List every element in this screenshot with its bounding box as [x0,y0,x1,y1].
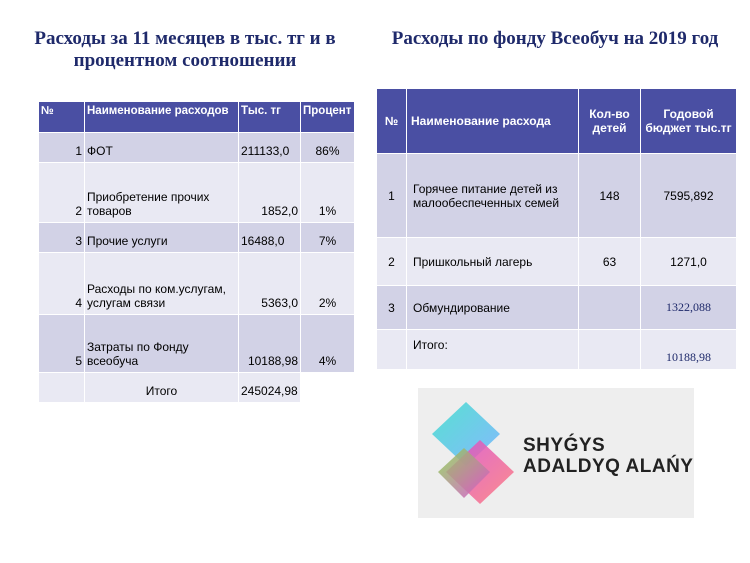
row-budget: 1322,088 [641,286,737,330]
row-number: 5 [39,315,85,373]
row-count: 148 [579,154,641,238]
row-percent: 2% [301,253,355,315]
total-empty-cell [579,330,641,370]
right-title: Расходы по фонду Всеобуч на 2019 год [391,28,719,49]
table-row [377,238,737,286]
row-name: Прочие услуги [85,223,239,253]
header-percent: Процент [301,102,355,133]
row-number: 1 [39,133,85,163]
table-row [377,286,737,330]
logo [418,388,694,518]
table-row [377,154,737,238]
total-row [39,373,355,403]
expenses-table [38,101,355,403]
total-budget: 10188,98 [641,330,737,370]
header-count: Кол-во детей [579,89,641,154]
row-number: 3 [377,286,407,330]
row-count: 63 [579,238,641,286]
table-row [39,315,355,373]
row-name: Приобретение прочих товаров [85,163,239,223]
row-percent: 7% [301,223,355,253]
total-empty-cell [301,373,355,403]
logo-mark-icon [430,400,520,506]
row-name: Обмундирование [407,286,579,330]
table-row [39,163,355,223]
row-number: 4 [39,253,85,315]
row-name: Пришкольный лагерь [407,238,579,286]
row-budget: 1271,0 [641,238,737,286]
row-number: 3 [39,223,85,253]
logo-text [523,435,693,477]
row-budget: 7595,892 [641,154,737,238]
row-name: Расходы по ком.услугам, услугам связи [85,253,239,315]
row-amount: 211133,0 [239,133,301,163]
row-count [579,286,641,330]
table-row [39,253,355,315]
left-title: Расходы за 11 месяцев в тыс. тг и в процентном соотношении [34,28,336,71]
total-row [377,330,737,370]
row-percent: 1% [301,163,355,223]
row-number: 2 [39,163,85,223]
logo-line-2: ADALDYQ ALAŃY [523,456,694,477]
total-empty-cell [39,373,85,403]
row-amount: 10188,98 [239,315,301,373]
table-row [39,223,355,253]
row-number: 1 [377,154,407,238]
row-amount: 1852,0 [239,163,301,223]
header-number: № [39,102,85,133]
row-number: 2 [377,238,407,286]
header-budget: Годовой бюджет тыс.тг [641,89,737,154]
row-amount: 16488,0 [239,223,301,253]
row-amount: 5363,0 [239,253,301,315]
row-name: Затраты по Фонду всеобуча [85,315,239,373]
fund-table [376,88,737,370]
row-name: Горячее питание детей из малообеспеченных семей [407,154,579,238]
total-empty-cell [377,330,407,370]
total-amount: 245024,98 [239,373,301,403]
row-percent: 86% [301,133,355,163]
header-amount: Тыс. тг [239,102,301,133]
logo-line-1: SHYǴYS [523,435,606,456]
header-name: Наименование расходов [85,102,239,133]
total-label: Итого [85,373,239,403]
table-row [39,133,355,163]
header-name: Наименование расхода [407,89,579,154]
header-number: № [377,89,407,154]
total-label: Итого: [407,330,579,370]
row-name: ФОТ [85,133,239,163]
row-percent: 4% [301,315,355,373]
